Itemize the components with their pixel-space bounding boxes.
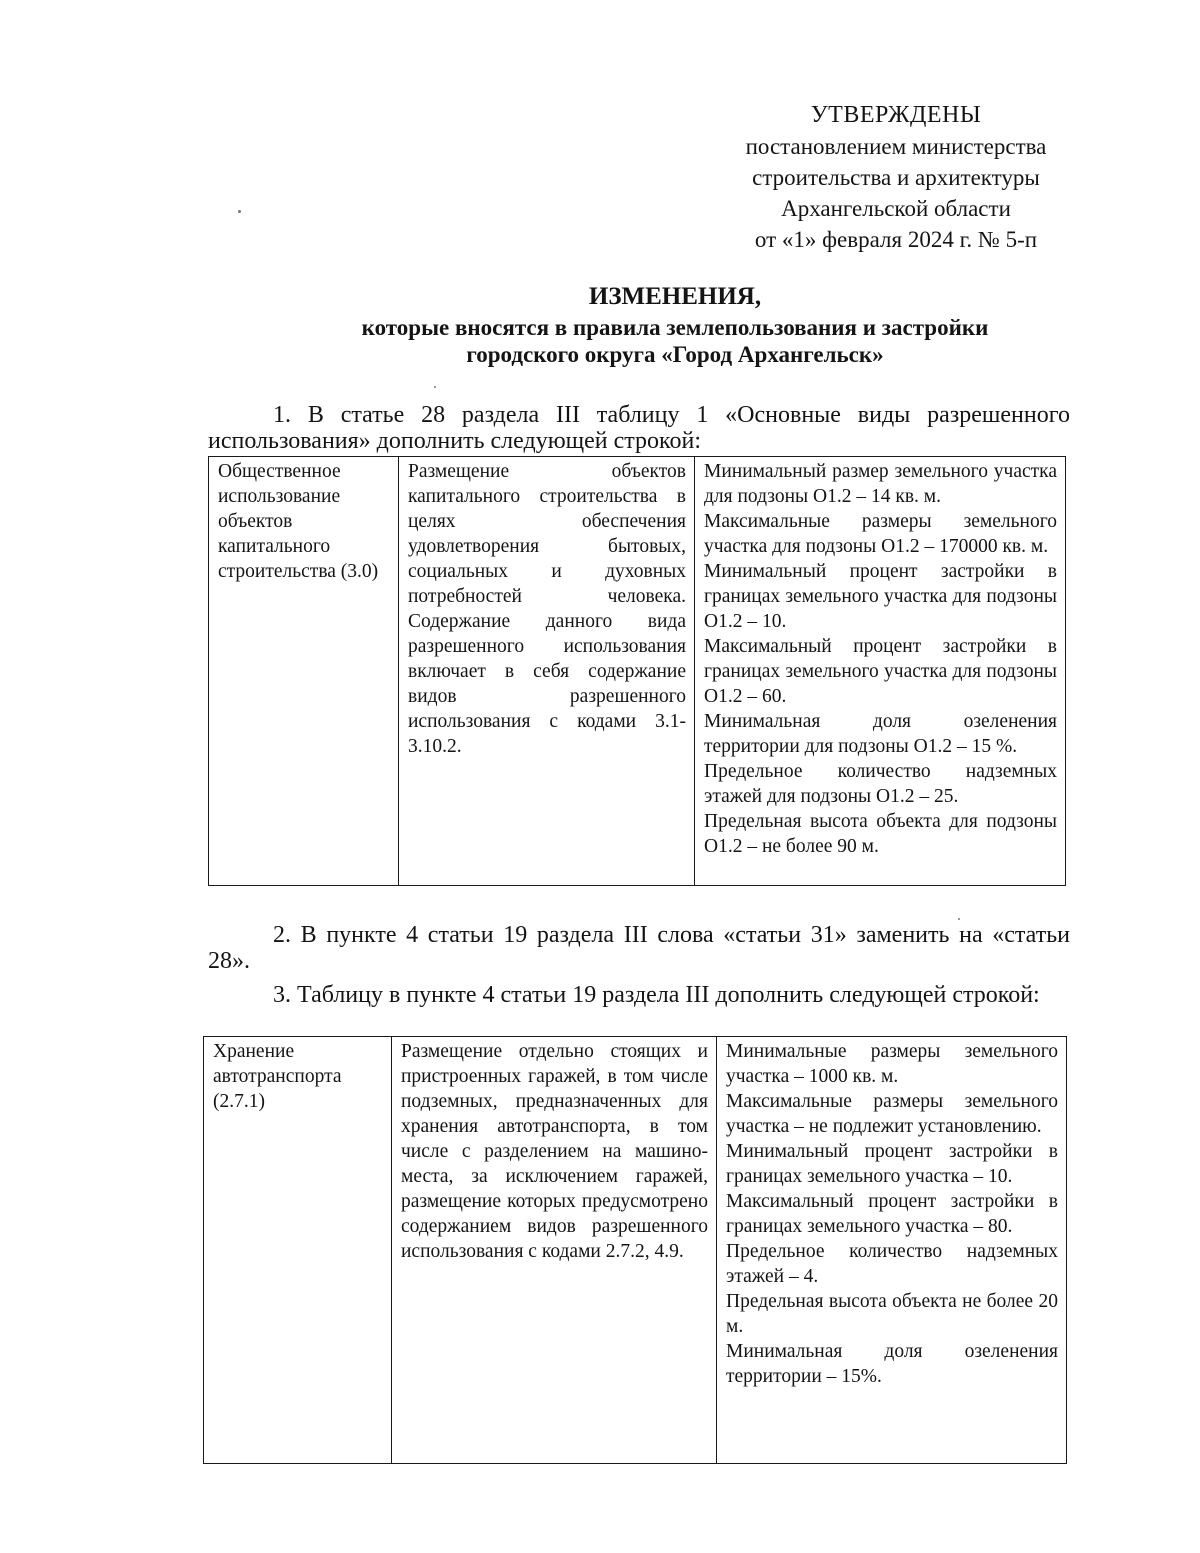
- paragraph-1: 1. В статье 28 раздела III таблицу 1 «Основные виды разрешенного использования» дополнить следующей строкой:: [208, 402, 1070, 454]
- parameter-item: Предельное количество надземных этажей для подзоны О1.2 – 25.: [704, 761, 1057, 807]
- approval-line: Архангельской области: [781, 196, 1011, 221]
- table-1-parameters: [695, 457, 1066, 886]
- table-row: [204, 1037, 1067, 1464]
- parameter-item: Максимальные размеры земельного участка для подзоны О1.2 – 170000 кв. м.: [704, 511, 1057, 557]
- scan-speck: [238, 210, 241, 213]
- parameter-item: Минимальный процент застройки в границах земельного участка – 10.: [726, 1141, 1058, 1187]
- parameter-item: Минимальный размер земельного участка для подзоны О1.2 – 14 кв. м.: [704, 461, 1057, 507]
- approval-heading: УТВЕРЖДЕНЫ: [810, 102, 982, 128]
- approval-line: строительства и архитектуры: [752, 165, 1040, 190]
- table-row: [209, 457, 1066, 886]
- table-1: [208, 456, 1066, 886]
- document-title: [210, 280, 1140, 368]
- parameter-item: Максимальный процент застройки в границах земельного участка для подзоны О1.2 – 60.: [704, 636, 1057, 707]
- table-2: [203, 1036, 1067, 1464]
- scan-speck: [434, 386, 436, 388]
- parameter-item: Минимальная доля озеленения территории для подзоны О1.2 – 15 %.: [704, 711, 1057, 757]
- parameter-item: Минимальные размеры земельного участка – 1000 кв. м.: [726, 1041, 1058, 1087]
- table-1-description: Размещение объектов капитального строительства в целях обеспечения удовлетворения бытовых, социальных и духовных потребностей человека. Содержание данного вида разрешенного использования включает в себя содержание видов разрешенного использования с кодами 3.1-3.10.2.: [399, 457, 695, 886]
- parameter-item: Предельная высота объекта для подзоны О1.2 – не более 90 м.: [704, 811, 1057, 857]
- parameter-item: Минимальная доля озеленения территории – 15%.: [726, 1341, 1058, 1387]
- approval-line: постановлением министерства: [745, 134, 1047, 159]
- parameter-item: Минимальный процент застройки в границах земельного участка для подзоны О1.2 – 10.: [704, 561, 1057, 632]
- parameter-item: Предельная высота объекта не более 20 м.: [726, 1291, 1058, 1337]
- title-subtitle-line-1: которые вносятся в правила землепользования и застройки: [361, 315, 989, 340]
- parameter-item: Предельное количество надземных этажей – 4.: [726, 1241, 1058, 1287]
- approval-block: [706, 100, 1086, 255]
- table-2-description: Размещение отдельно стоящих и пристроенных гаражей, в том числе подземных, предназначенных для хранения автотранспорта, в том числе с разделением на машино-места, за исключением гаражей, размещение которых предусмотрено содержанием видов разрешенного использования с кодами 2.7.2, 4.9.: [392, 1037, 717, 1464]
- approval-date-line: от «1» февраля 2024 г. № 5-п: [754, 227, 1038, 252]
- parameter-item: Максимальный процент застройки в границах земельного участка – 80.: [726, 1191, 1058, 1237]
- paragraph-2: 2. В пункте 4 статьи 19 раздела III слова «статьи 31» заменить на «статьи 28».: [208, 922, 1070, 974]
- table-1-use-type: Общественное использование объектов капитального строительства (3.0): [209, 457, 399, 886]
- paragraph-3: 3. Таблицу в пункте 4 статьи 19 раздела III дополнить следующей строкой:: [273, 982, 1040, 1008]
- parameter-item: Максимальные размеры земельного участка – не подлежит установлению.: [726, 1091, 1058, 1137]
- table-2-use-type: Хранение автотранспорта (2.7.1): [204, 1037, 392, 1464]
- title-subtitle-line-2: городского округа «Город Архангельск»: [466, 342, 884, 367]
- table-2-parameters: [717, 1037, 1067, 1464]
- title-main: ИЗМЕНЕНИЯ,: [588, 283, 762, 310]
- scan-speck: [958, 918, 960, 920]
